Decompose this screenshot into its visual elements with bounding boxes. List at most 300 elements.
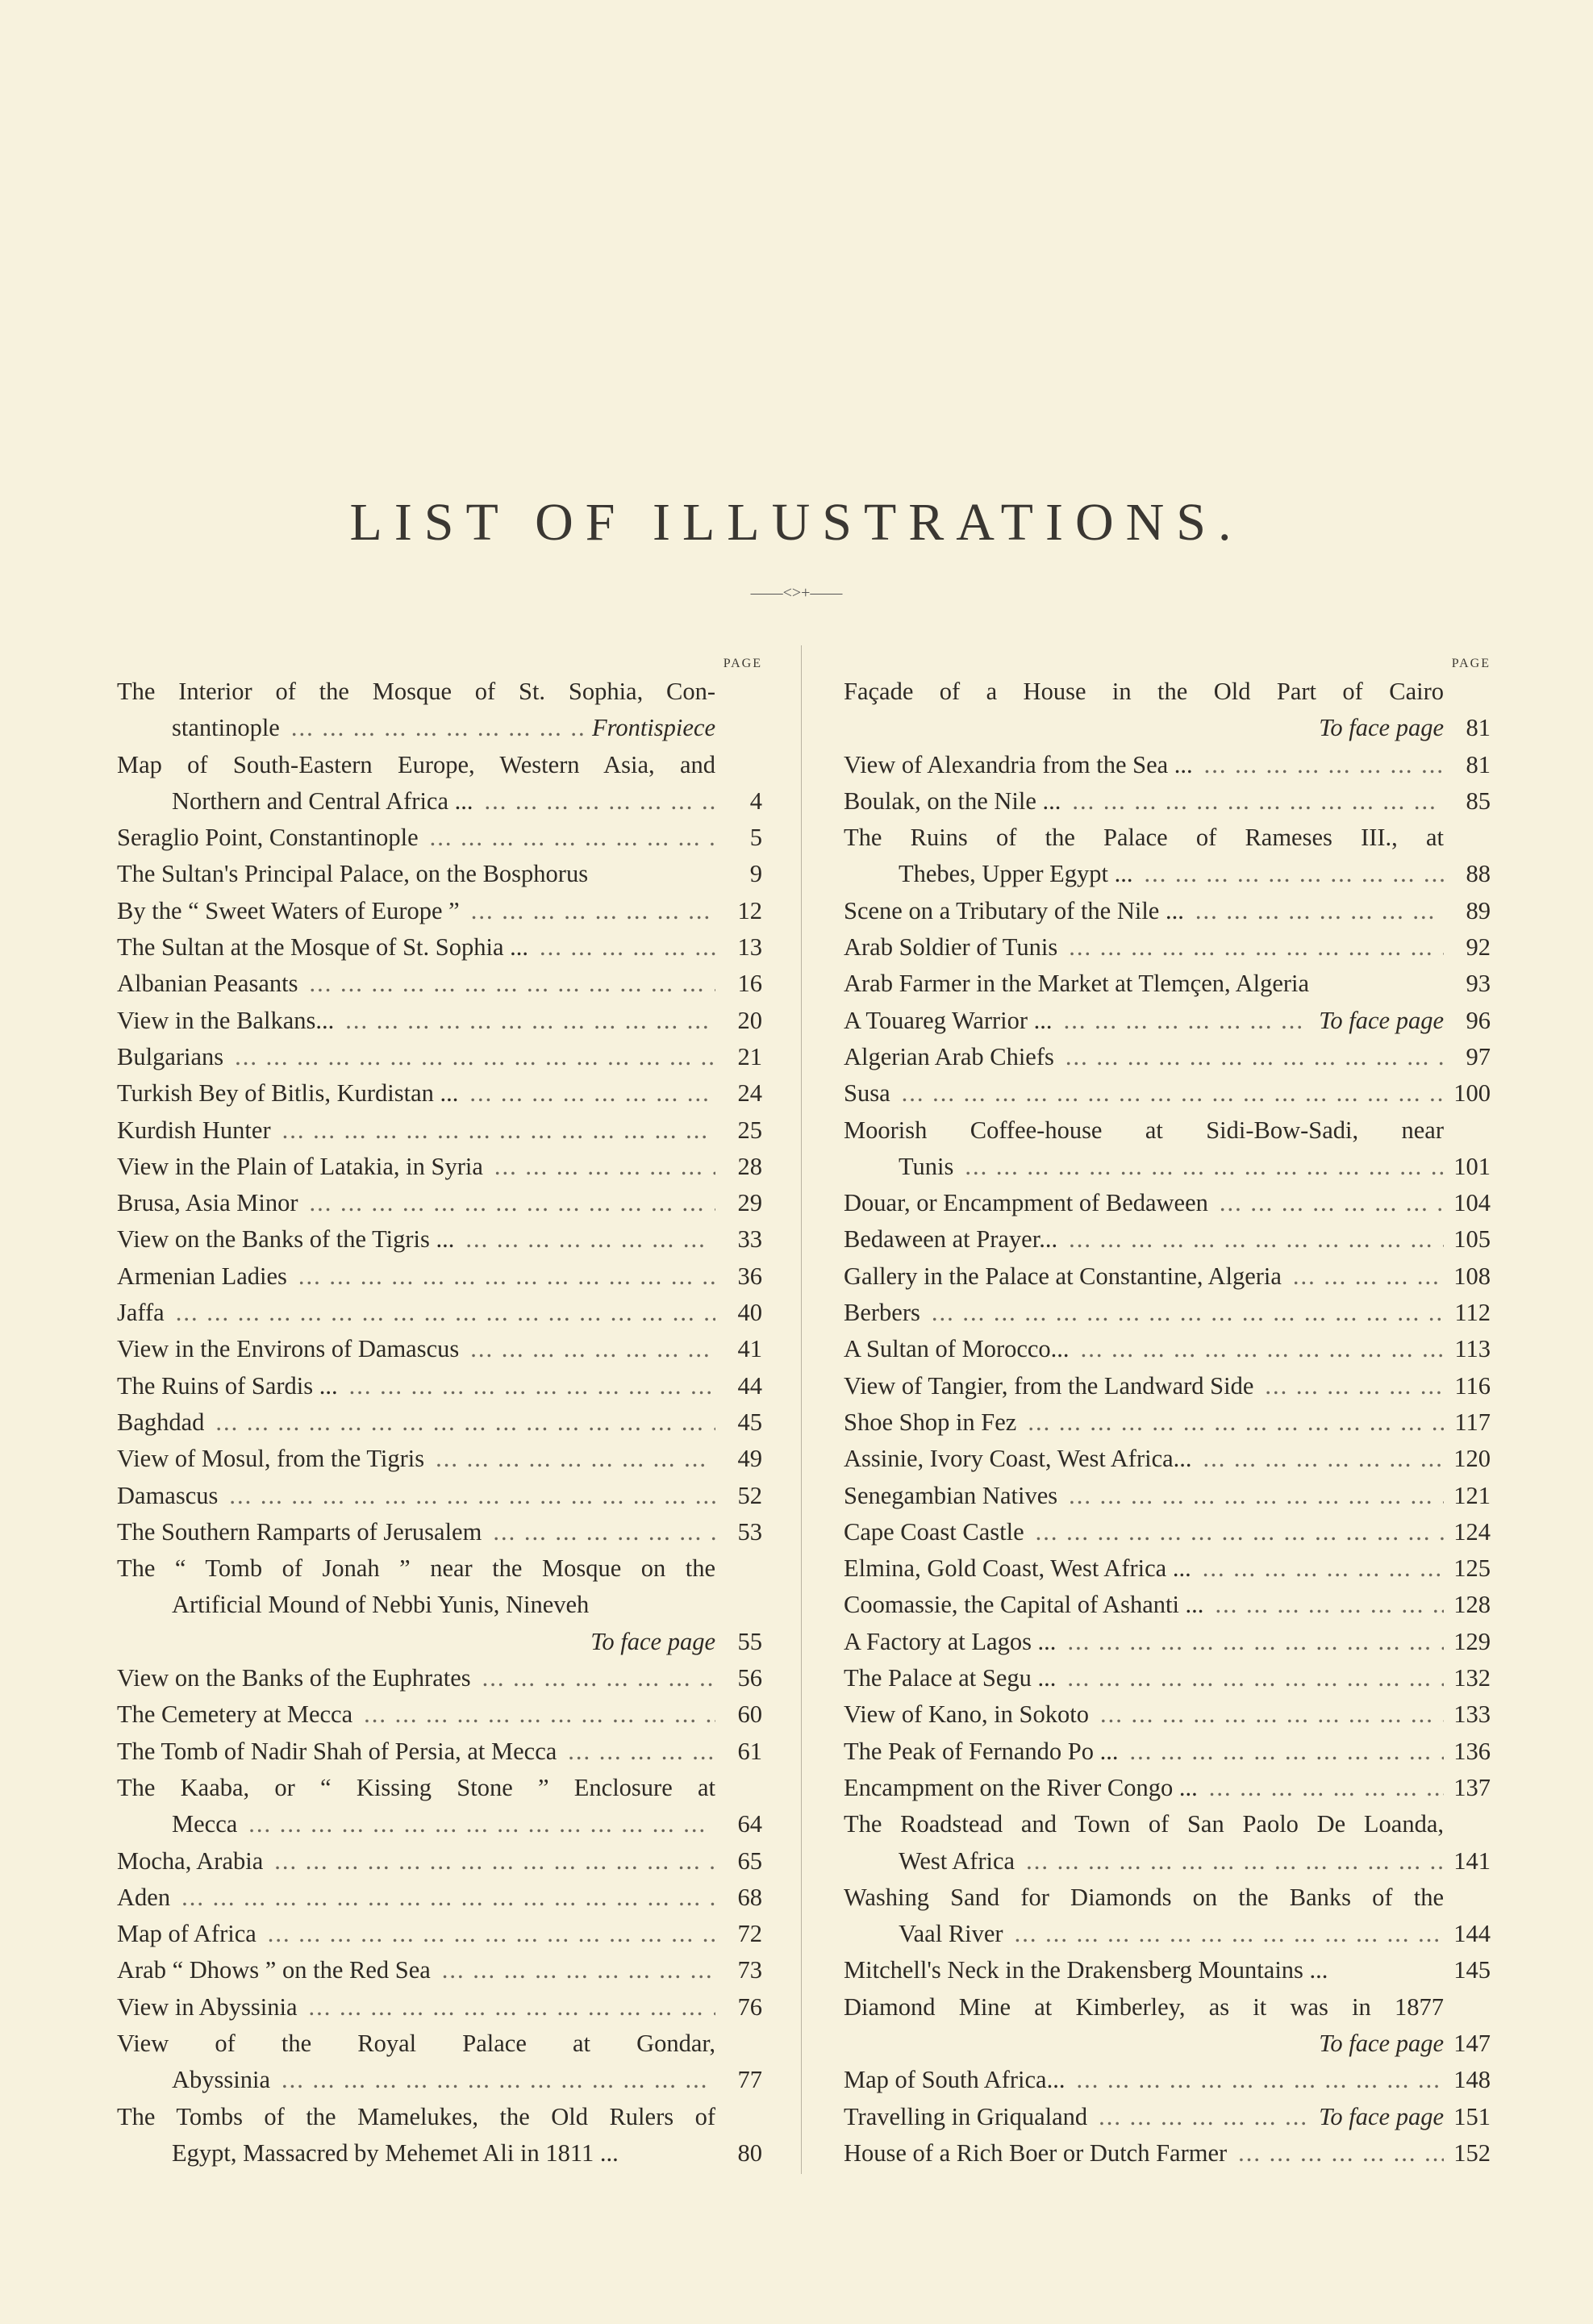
left-column [117, 653, 762, 2172]
entry-title: View of Tangier, from the Landward Side [844, 1371, 1254, 1400]
page-number: 141 [1453, 1846, 1491, 1875]
entry-title: A Factory at Lagos ... [844, 1627, 1057, 1655]
page-number: 52 [737, 1481, 762, 1509]
list-item [117, 1514, 762, 1550]
leader-dots [459, 1331, 715, 1367]
entry-title: The Peak of Fernando Po ... [844, 1737, 1119, 1765]
page-number: 97 [1466, 1042, 1491, 1070]
page-number: 49 [737, 1445, 762, 1473]
entry-title: Mocha, Arabia [117, 1846, 264, 1875]
page-number: 61 [737, 1737, 762, 1765]
entry-title: View on the Banks of the Euphrates [117, 1664, 471, 1692]
leader-dots [483, 1149, 715, 1185]
page-number: 124 [1453, 1517, 1491, 1546]
list-item [844, 1112, 1491, 1149]
leader-dots [271, 1112, 715, 1149]
entry-title: The Ruins of Sardis ... [117, 1371, 338, 1400]
leader-dots [1227, 2135, 1444, 2172]
entry-title: Map of Africa [117, 1920, 256, 1948]
entry-title: The Southern Ramparts of Jerusalem [117, 1517, 482, 1546]
list-item [844, 929, 1491, 966]
page-number: 9 [749, 860, 762, 888]
list-item [117, 1368, 762, 1404]
entry-title: Baghdad [117, 1408, 205, 1436]
entry-title: Arab Soldier of Tunis [844, 933, 1058, 962]
page-number: 120 [1453, 1445, 1491, 1473]
list-item [117, 2062, 762, 2098]
list-item [844, 1770, 1491, 1806]
list-item [844, 1368, 1491, 1404]
page-number: 85 [1466, 786, 1491, 815]
list-item [844, 2099, 1491, 2135]
leader-dots [454, 1221, 715, 1258]
list-item [117, 1295, 762, 1331]
leader-dots [1253, 1368, 1444, 1404]
leader-dots [1054, 1039, 1444, 1075]
entry-title: Bulgarians [117, 1042, 224, 1070]
page-number: 13 [737, 933, 762, 962]
page-number: 125 [1453, 1554, 1491, 1583]
entry-title: Susa [844, 1079, 890, 1108]
entry-title: By the “ Sweet Waters of Europe ” [117, 896, 460, 924]
leader-dots [431, 1952, 715, 1988]
leader-dots [204, 1404, 715, 1441]
list-item [844, 2062, 1491, 2098]
entry-title: Northern and Central Africa ... [172, 786, 473, 815]
page-number: 132 [1453, 1664, 1491, 1692]
list-item [844, 674, 1491, 710]
page-number: 73 [737, 1956, 762, 1984]
page-number: 117 [1454, 1408, 1491, 1436]
page-note: To face page [1319, 2029, 1444, 2057]
page-number: 152 [1453, 2138, 1491, 2167]
list-item [844, 1660, 1491, 1696]
leader-dots [218, 1478, 715, 1514]
page-number: 41 [737, 1335, 762, 1363]
list-item [117, 1149, 762, 1185]
entry-title: The Cemetery at Mecca [117, 1700, 353, 1729]
leader-dots [1184, 893, 1444, 929]
list-item [117, 1039, 762, 1075]
list-item [844, 1149, 1491, 1185]
entry-title: Tunis [899, 1152, 954, 1180]
entry-title: Assinie, Ivory Coast, West Africa... [844, 1445, 1192, 1473]
leader-dots [334, 1003, 715, 1039]
entry-title: Arab Farmer in the Market at Tlemçen, Algeria [844, 970, 1310, 998]
list-item [117, 2135, 762, 2172]
list-item [117, 1112, 762, 1149]
list-item [117, 1221, 762, 1258]
list-item [117, 820, 762, 856]
list-item [117, 856, 762, 892]
page-number: 81 [1466, 714, 1491, 742]
page-number: 29 [737, 1189, 762, 1217]
page-number [1444, 1112, 1491, 1149]
page-number: 28 [737, 1152, 762, 1180]
leader-dots [1053, 1003, 1312, 1039]
list-item [117, 747, 762, 783]
entry-title: Vaal River [899, 1920, 1003, 1948]
page-number: 20 [737, 1006, 762, 1034]
leader-dots [263, 1843, 715, 1880]
list-item [117, 1880, 762, 1916]
leader-dots [473, 783, 716, 820]
list-item [844, 710, 1491, 746]
leader-dots [890, 1075, 1444, 1112]
leader-dots [165, 1295, 715, 1331]
leader-dots [256, 1916, 715, 1952]
list-item [844, 2135, 1491, 2172]
entry-title: Seraglio Point, Constantinople [117, 824, 419, 852]
leader-dots [170, 1880, 715, 1916]
page-number: 100 [1453, 1079, 1491, 1108]
list-item [844, 1952, 1491, 1988]
leader-dots [270, 2062, 715, 2098]
leader-dots [1193, 747, 1444, 783]
leader-dots [1056, 1624, 1444, 1660]
page-number: 33 [737, 1225, 762, 1254]
leader-dots [287, 1258, 715, 1295]
page-number: 105 [1453, 1225, 1491, 1254]
leader-dots [1015, 1843, 1444, 1880]
page-number [1444, 820, 1491, 856]
entry-title: Gallery in the Palace at Constantine, Algeria [844, 1262, 1282, 1290]
list-item [844, 1185, 1491, 1221]
leader-dots [1191, 1550, 1444, 1587]
leader-dots [1208, 1185, 1444, 1221]
entry-title: Aden [117, 1883, 171, 1911]
list-item [117, 929, 762, 966]
entry-title: A Sultan of Morocco... [844, 1335, 1070, 1363]
leader-dots [1056, 1660, 1444, 1696]
list-item [844, 1843, 1491, 1880]
entry-title: Bedaween at Prayer... [844, 1225, 1058, 1254]
leader-dots [1003, 1916, 1444, 1952]
list-item [844, 1550, 1491, 1587]
leader-dots [1061, 783, 1444, 820]
leader-dots [920, 1295, 1444, 1331]
entry-title: Artificial Mound of Nebbi Yunis, Nineveh [172, 1591, 590, 1619]
entry-title: Cape Coast Castle [844, 1517, 1024, 1546]
page-note: To face page [1319, 2102, 1444, 2130]
page-number [715, 2099, 762, 2135]
page-note: To face page [590, 1627, 715, 1655]
page-number: 96 [1466, 1006, 1491, 1034]
right-column [844, 653, 1491, 2172]
leader-dots [471, 1660, 715, 1696]
entry-title: Diamond Mine at Kimberley, as it was in 1877 [844, 1992, 1444, 2021]
list-item [117, 1550, 762, 1587]
entry-title: The Interior of the Mosque of St. Sophia, Con- [117, 678, 715, 705]
page-number: 112 [1454, 1299, 1491, 1327]
leader-dots [1016, 1404, 1444, 1441]
page-number: 65 [737, 1846, 762, 1875]
list-item [844, 1331, 1491, 1367]
list-item [117, 1843, 762, 1880]
entry-title: Coomassie, the Capital of Ashanti ... [844, 1591, 1204, 1619]
entry-title: Armenian Ladies [117, 1262, 287, 1290]
page-number: 88 [1466, 860, 1491, 888]
leader-dots [1282, 1258, 1444, 1295]
entry-title: Egypt, Massacred by Mehemet Ali in 1811 ... [172, 2138, 619, 2167]
page-column-header: PAGE [1451, 657, 1491, 670]
list-item [844, 1258, 1491, 1295]
page-note: To face page [1319, 1006, 1444, 1034]
page-number: 12 [737, 896, 762, 924]
entry-title: Brusa, Asia Minor [117, 1189, 298, 1217]
entry-title: Map of South Africa... [844, 2066, 1065, 2094]
entry-title: Albanian Peasants [117, 970, 298, 998]
entry-title: Shoe Shop in Fez [844, 1408, 1017, 1436]
list-item [117, 1770, 762, 1806]
leader-dots [352, 1696, 715, 1733]
list-item [117, 2026, 762, 2062]
page-note: To face page [1319, 714, 1444, 742]
list-item [844, 747, 1491, 783]
leader-dots [528, 929, 715, 966]
leader-dots [1057, 1478, 1444, 1514]
page-note: Frontispiece [591, 714, 715, 742]
leader-dots [1087, 2099, 1311, 2135]
leader-dots [460, 893, 715, 929]
page-number: 81 [1466, 750, 1491, 778]
list-item [117, 1734, 762, 1770]
page-number: 108 [1453, 1262, 1491, 1290]
list-item [117, 1660, 762, 1696]
entry-title: Kurdish Hunter [117, 1116, 271, 1144]
list-item [844, 1295, 1491, 1331]
leader-dots [1057, 929, 1444, 966]
entry-title: Façade of a House in the Old Part of Cairo [844, 678, 1444, 705]
entry-title: Map of South-Eastern Europe, Western Asia, and [117, 750, 715, 778]
leader-dots [1024, 1514, 1444, 1550]
list-item [117, 1587, 762, 1623]
leader-dots [298, 966, 715, 1002]
entry-title: View in the Environs of Damascus [117, 1335, 460, 1363]
entry-title: Jaffa [117, 1299, 165, 1327]
page-number: 128 [1453, 1591, 1491, 1619]
leader-dots [223, 1039, 715, 1075]
page-number: 53 [737, 1517, 762, 1546]
list-item [844, 1696, 1491, 1733]
list-item [117, 2099, 762, 2135]
page-number: 60 [737, 1700, 762, 1729]
page-number [715, 710, 762, 746]
page-number: 44 [737, 1371, 762, 1400]
page-number: 129 [1453, 1627, 1491, 1655]
page-number: 25 [737, 1116, 762, 1144]
list-item [117, 1696, 762, 1733]
page-number: 45 [737, 1408, 762, 1436]
entry-title: stantinople [172, 714, 280, 742]
page-number: 76 [737, 1992, 762, 2021]
list-item [117, 1806, 762, 1842]
page-number [715, 674, 762, 710]
list-item [844, 1404, 1491, 1441]
list-item [117, 1185, 762, 1221]
entry-title: View in Abyssinia [117, 1992, 298, 2021]
entry-title: West Africa [899, 1846, 1015, 1875]
leader-dots [298, 1989, 715, 2026]
page-number: 77 [737, 2066, 762, 2094]
entry-title: Washing Sand for Diamonds on the Banks of the [844, 1883, 1444, 1911]
page-title: LIST OF ILLUSTRATIONS. [349, 493, 1244, 552]
list-item [117, 1478, 762, 1514]
list-item [844, 2026, 1491, 2062]
list-item [844, 783, 1491, 820]
entry-title: The Sultan at the Mosque of St. Sophia ... [117, 933, 528, 962]
entry-title: Senegambian Natives [844, 1481, 1058, 1509]
leader-dots [424, 1441, 715, 1477]
list-item [117, 1003, 762, 1039]
leader-dots [1057, 1221, 1444, 1258]
entry-title: View of the Royal Palace at Gondar, [117, 2029, 715, 2057]
page-number [715, 1550, 762, 1587]
entry-title: Algerian Arab Chiefs [844, 1042, 1054, 1070]
page-number [1444, 1989, 1491, 2026]
page-number: 92 [1466, 933, 1491, 962]
page-number [715, 1587, 762, 1623]
column-divider [801, 645, 802, 2174]
list-item [844, 1221, 1491, 1258]
list-item [117, 1989, 762, 2026]
entry-title: Abyssinia [172, 2066, 270, 2094]
list-item [844, 1989, 1491, 2026]
entry-title: Arab “ Dhows ” on the Red Sea [117, 1956, 431, 1984]
leader-dots [338, 1368, 715, 1404]
title-ornament: ——<>+—— [750, 584, 843, 602]
list-item [844, 966, 1491, 1002]
list-item [117, 893, 762, 929]
entry-title: The Palace at Segu ... [844, 1664, 1057, 1692]
entry-title: A Touareg Warrior ... [844, 1006, 1053, 1034]
entry-title: View of Alexandria from the Sea ... [844, 750, 1193, 778]
page-number: 24 [737, 1079, 762, 1108]
page-number: 72 [737, 1920, 762, 1948]
list-item [844, 1624, 1491, 1660]
entry-title: The Roadstead and Town of San Paolo De Loanda, [844, 1810, 1444, 1838]
page-number: 148 [1453, 2066, 1491, 2094]
entry-title: Elmina, Gold Coast, West Africa ... [844, 1554, 1191, 1583]
list-item [844, 1441, 1491, 1477]
page-number: 144 [1453, 1920, 1491, 1948]
list-item [844, 1478, 1491, 1514]
list-item [844, 1075, 1491, 1112]
page-number: 40 [737, 1299, 762, 1327]
list-item [844, 893, 1491, 929]
entry-title: Damascus [117, 1481, 219, 1509]
page-number: 116 [1454, 1371, 1491, 1400]
list-item [117, 1075, 762, 1112]
leader-dots [1203, 1587, 1444, 1623]
list-item [117, 1952, 762, 1988]
page-number: 68 [737, 1883, 762, 1911]
list-item [117, 710, 762, 746]
entry-title: Travelling in Griqualand [844, 2102, 1088, 2130]
leader-dots [557, 1734, 715, 1770]
entry-title: The “ Tomb of Jonah ” near the Mosque on the [117, 1554, 715, 1583]
page-column-header: PAGE [723, 657, 762, 670]
entry-title: The Ruins of the Palace of Rameses III., at [844, 824, 1444, 852]
leader-dots [482, 1514, 715, 1550]
list-item [844, 1734, 1491, 1770]
leader-dots [1198, 1770, 1444, 1806]
list-item [117, 1441, 762, 1477]
page-number: 147 [1453, 2029, 1491, 2057]
list-item [844, 1916, 1491, 1952]
page-number: 36 [737, 1262, 762, 1290]
page-number: 5 [749, 824, 762, 852]
page-number [715, 2026, 762, 2062]
entry-title: View of Mosul, from the Tigris [117, 1445, 425, 1473]
entry-title: View of Kano, in Sokoto [844, 1700, 1089, 1729]
page-number: 133 [1453, 1700, 1491, 1729]
entry-title: The Sultan's Principal Palace, on the Bosphorus [117, 860, 589, 888]
entry-title: Thebes, Upper Egypt ... [899, 860, 1133, 888]
entry-title: The Tomb of Nadir Shah of Persia, at Mecca [117, 1737, 557, 1765]
page-number: 16 [737, 970, 762, 998]
page-number: 137 [1453, 1773, 1491, 1801]
page-number: 80 [737, 2138, 762, 2167]
leader-dots [237, 1806, 715, 1842]
entry-title: The Tombs of the Mamelukes, the Old Rulers of [117, 2102, 715, 2130]
page-number [715, 747, 762, 783]
page-number: 4 [749, 786, 762, 815]
list-item [117, 966, 762, 1002]
entry-title: View in the Plain of Latakia, in Syria [117, 1152, 483, 1180]
illustration-list [844, 674, 1491, 2172]
page-number: 93 [1466, 970, 1491, 998]
leader-dots [280, 710, 584, 746]
list-item [844, 1039, 1491, 1075]
list-item [844, 1003, 1491, 1039]
leader-dots [1089, 1696, 1444, 1733]
leader-dots [458, 1075, 715, 1112]
page-number [1444, 1880, 1491, 1916]
entry-title: View in the Balkans... [117, 1006, 335, 1034]
page-number: 121 [1453, 1481, 1491, 1509]
page-number: 64 [737, 1810, 762, 1838]
list-item [117, 674, 762, 710]
list-item [117, 1624, 762, 1660]
leader-dots [419, 820, 715, 856]
list-item [844, 1514, 1491, 1550]
page-number: 136 [1453, 1737, 1491, 1765]
entry-title: Mitchell's Neck in the Drakensberg Mountains ... [844, 1956, 1328, 1984]
leader-dots [1065, 2062, 1444, 2098]
page-number [715, 1770, 762, 1806]
list-item [844, 1806, 1491, 1842]
leader-dots [953, 1149, 1444, 1185]
list-item [117, 1404, 762, 1441]
list-item [844, 820, 1491, 856]
page-number: 101 [1453, 1152, 1491, 1180]
page-number: 151 [1453, 2102, 1491, 2130]
leader-dots [1119, 1734, 1444, 1770]
list-item [844, 1587, 1491, 1623]
page-number: 21 [737, 1042, 762, 1070]
entry-title: The Kaaba, or “ Kissing Stone ” Enclosure at [117, 1773, 715, 1801]
list-item [117, 783, 762, 820]
list-item [844, 856, 1491, 892]
entry-title: View on the Banks of the Tigris ... [117, 1225, 455, 1254]
page-number [1444, 1806, 1491, 1842]
entry-title: Turkish Bey of Bitlis, Kurdistan ... [117, 1079, 459, 1108]
entry-title: House of a Rich Boer or Dutch Farmer [844, 2138, 1228, 2167]
list-item [117, 1258, 762, 1295]
list-item [844, 1880, 1491, 1916]
page-number [1444, 674, 1491, 710]
